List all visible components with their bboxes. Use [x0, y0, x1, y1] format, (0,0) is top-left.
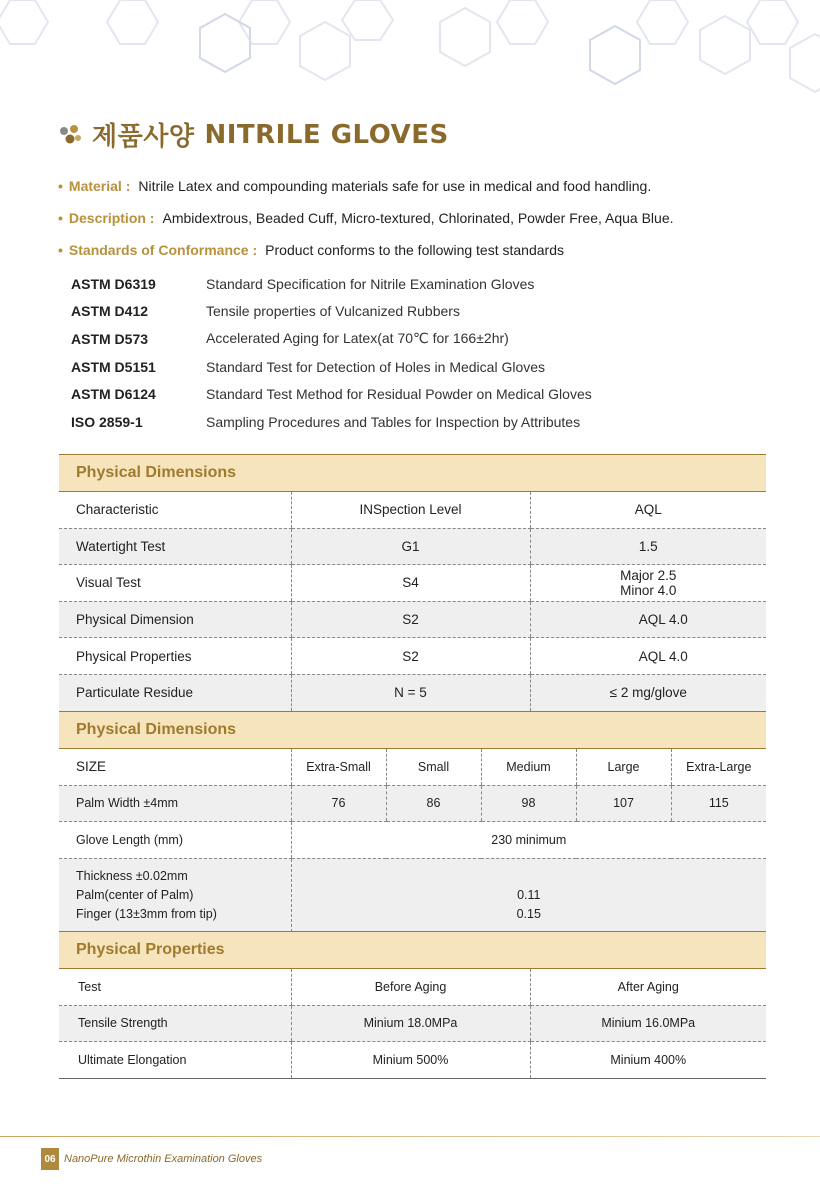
table-cell — [59, 858, 291, 932]
table-row — [59, 785, 766, 822]
column-header: After Aging — [530, 969, 766, 1006]
inspection-table — [59, 454, 766, 712]
standard-code: ASTM D412 — [71, 303, 149, 320]
spec-bullets — [58, 178, 778, 274]
table-row — [59, 858, 766, 932]
table-cell: Watertight Test — [59, 528, 291, 565]
standard-desc: Accelerated Aging for Latex(at 70℃ for 166±2hr) — [206, 330, 509, 347]
column-header: Extra-Small — [291, 749, 386, 786]
table-cell: S2 — [291, 638, 530, 675]
standards-list — [71, 270, 771, 436]
table-cell — [530, 565, 766, 602]
bullet-label: Material : — [68, 178, 131, 194]
table-cell: 1.5 — [530, 528, 766, 565]
column-header: Extra-Large — [671, 749, 766, 786]
bullet-text: Nitrile Latex and compounding materials safe for use in medical and food handling. — [138, 178, 652, 194]
bullet-dot-icon: • — [58, 210, 63, 226]
table-section-header — [59, 455, 766, 492]
table-row — [59, 822, 766, 859]
table-cell — [291, 858, 766, 932]
table-cell: AQL 4.0 — [530, 601, 766, 638]
table-header-row — [59, 749, 766, 786]
thickness-label: Finger (13±3mm from tip) — [76, 906, 217, 921]
table-cell: 107 — [576, 785, 671, 822]
table-cell: Physical Properties — [59, 638, 291, 675]
table-cell: Minium 16.0MPa — [530, 1005, 766, 1042]
standard-row — [71, 380, 771, 408]
footer-text: NanoPure Microthin Examination Gloves — [64, 1153, 263, 1165]
standard-desc: Standard Test Method for Residual Powder on Medical Gloves — [206, 386, 592, 403]
section-title: Physical Dimensions — [59, 455, 766, 492]
page-number: 06 — [41, 1148, 59, 1170]
column-header: Large — [576, 749, 671, 786]
column-header: SIZE — [59, 749, 291, 786]
table-header-row — [59, 492, 766, 529]
table-cell: ≤ 2 mg/glove — [530, 674, 766, 711]
column-header: Medium — [481, 749, 576, 786]
column-header: Before Aging — [291, 969, 530, 1006]
standard-desc: Standard Test for Detection of Holes in Medical Gloves — [206, 358, 546, 375]
thickness-label: Thickness ±0.02mm — [76, 868, 188, 883]
table-cell: 76 — [291, 785, 386, 822]
bullet-label: Description : — [68, 210, 155, 226]
table-section-header — [59, 712, 766, 749]
bullet-material — [58, 178, 778, 210]
properties-table — [59, 931, 766, 1079]
table-cell: 115 — [671, 785, 766, 822]
table-cell: Minium 18.0MPa — [291, 1005, 530, 1042]
standard-row — [71, 270, 771, 298]
bullet-text: Product conforms to the following test standards — [265, 242, 564, 258]
thickness-value: 0.11 — [517, 887, 541, 902]
column-header: INSpection Level — [291, 492, 530, 529]
footer-divider — [0, 1136, 820, 1137]
hexagon-pattern-background — [0, 0, 820, 110]
table-header-row — [59, 969, 766, 1006]
table-cell: Particulate Residue — [59, 674, 291, 711]
table-cell: 86 — [386, 785, 481, 822]
table-row — [59, 1005, 766, 1042]
bullet-text: Ambidextrous, Beaded Cuff, Micro-textured, Chlorinated, Powder Free, Aqua Blue. — [162, 210, 674, 226]
table-row — [59, 528, 766, 565]
table-cell: Minium 400% — [530, 1042, 766, 1079]
page-title — [58, 116, 449, 153]
standard-row — [71, 298, 771, 326]
page-footer — [41, 1148, 262, 1170]
table-cell: S4 — [291, 565, 530, 602]
table-cell: Ultimate Elongation — [59, 1042, 291, 1079]
table-cell: Glove Length (mm) — [59, 822, 291, 859]
table-cell: N = 5 — [291, 674, 530, 711]
bullet-dot-icon: • — [58, 178, 63, 194]
table-cell: Minium 500% — [291, 1042, 530, 1079]
table-cell: Tensile Strength — [59, 1005, 291, 1042]
column-header: AQL — [530, 492, 766, 529]
table-row — [59, 1042, 766, 1079]
molecule-icon — [58, 123, 82, 147]
aql-minor: Minor 4.0 — [620, 582, 677, 598]
table-section-header — [59, 932, 766, 969]
bullet-description — [58, 210, 778, 242]
table-cell: G1 — [291, 528, 530, 565]
table-row — [59, 565, 766, 602]
standard-code: ISO 2859-1 — [71, 413, 143, 430]
title-korean: 제품사양 — [92, 122, 195, 152]
standard-code: ASTM D5151 — [71, 358, 156, 375]
standard-row — [71, 408, 771, 436]
section-title: Physical Properties — [59, 932, 766, 969]
table-cell: Visual Test — [59, 565, 291, 602]
standard-row — [71, 353, 771, 381]
column-header: Characteristic — [59, 492, 291, 529]
table-cell: S2 — [291, 601, 530, 638]
table-cell: AQL 4.0 — [530, 638, 766, 675]
column-header: Small — [386, 749, 481, 786]
bullet-dot-icon: • — [58, 242, 63, 258]
thickness-label: Palm(center of Palm) — [76, 887, 194, 902]
column-header: Test — [59, 969, 291, 1006]
table-cell: Physical Dimension — [59, 601, 291, 638]
section-title: Physical Dimensions — [59, 712, 766, 749]
standard-desc: Tensile properties of Vulcanized Rubbers — [206, 303, 460, 320]
standard-desc: Standard Specification for Nitrile Examination Gloves — [206, 275, 535, 292]
standard-desc: Sampling Procedures and Tables for Inspection by Attributes — [206, 413, 581, 430]
table-row — [59, 601, 766, 638]
standard-row — [71, 325, 771, 353]
standard-code: ASTM D6124 — [71, 386, 156, 403]
standard-code: ASTM D573 — [71, 330, 149, 347]
size-table — [59, 711, 766, 933]
title-english: NITRILE GLOVES — [204, 119, 449, 150]
standard-code: ASTM D6319 — [71, 275, 156, 292]
table-cell: Palm Width ±4mm — [59, 785, 291, 822]
table-row — [59, 674, 766, 711]
bullet-label: Standards of Conformance : — [68, 242, 258, 258]
table-cell: 230 minimum — [291, 822, 766, 859]
thickness-value: 0.15 — [516, 906, 541, 921]
table-cell: 98 — [481, 785, 576, 822]
table-row — [59, 638, 766, 675]
aql-major: Major 2.5 — [620, 567, 677, 583]
